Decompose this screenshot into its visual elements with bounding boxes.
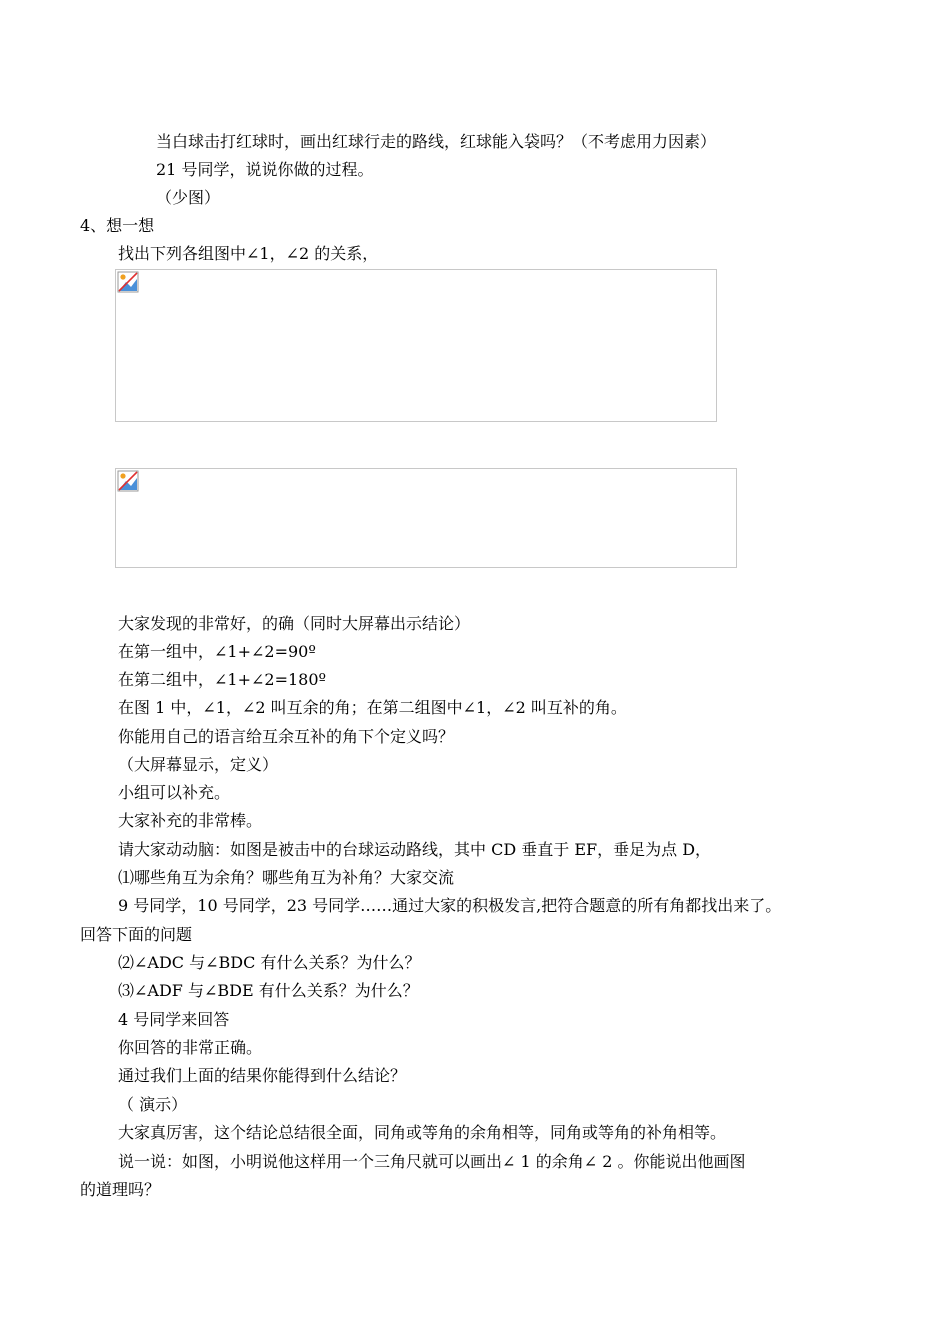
paragraph-conclusion: 大家真厉害，这个结论总结很全面，同角或等角的余角相等，同角或等角的补角相等。 bbox=[118, 1123, 727, 1142]
paragraph-complement-supplement: 在图 1 中，∠1，∠2 叫互余的角；在第二组图中∠1，∠2 叫互补的角。 bbox=[118, 698, 627, 717]
paragraph-say-it-continued: 的道理吗？ bbox=[80, 1180, 161, 1199]
paragraph-group2-result: 在第二组中，∠1+∠2=180º bbox=[118, 670, 327, 689]
section-heading-think: 4、想一想 bbox=[80, 216, 155, 235]
paragraph-missing-figure: （少图） bbox=[156, 188, 221, 207]
paragraph-praise: 大家补充的非常棒。 bbox=[118, 811, 263, 830]
paragraph-student-4: 4 号同学来回答 bbox=[118, 1010, 230, 1029]
paragraph-correct: 你回答的非常正确。 bbox=[118, 1038, 263, 1057]
question-1: ⑴哪些角互为余角？哪些角互为补角？大家交流 bbox=[118, 868, 455, 887]
paragraph-student-21: 21 号同学，说说你做的过程。 bbox=[156, 160, 374, 179]
paragraph-billiard-path: 请大家动动脑：如图是被击中的台球运动路线，其中 CD 垂直于 EF，垂足为点 D， bbox=[118, 840, 712, 859]
question-2: ⑵∠ADC 与∠BDC 有什么关系？为什么？ bbox=[118, 953, 421, 972]
paragraph-find-relation: 找出下列各组图中∠1，∠2 的关系， bbox=[118, 244, 379, 263]
question-3: ⑶∠ADF 与∠BDE 有什么关系？为什么？ bbox=[118, 981, 419, 1000]
paragraph-answer-following: 回答下面的问题 bbox=[80, 925, 193, 944]
figure-group-1 bbox=[115, 269, 717, 422]
paragraph-define-question: 你能用自己的语言给互余互补的角下个定义吗？ bbox=[118, 727, 455, 746]
paragraph-say-it: 说一说：如图，小明说他这样用一个三角尺就可以画出∠ 1 的余角∠ 2 。你能说出他画图 bbox=[118, 1152, 746, 1171]
paragraph-group-supplement: 小组可以补充。 bbox=[118, 783, 231, 802]
paragraph-group1-result: 在第一组中，∠1+∠2=90º bbox=[118, 642, 316, 661]
figure-group-2 bbox=[115, 468, 737, 568]
broken-image-icon bbox=[117, 470, 139, 492]
paragraph-billiard-question: 当白球击打红球时，画出红球行走的路线，红球能入袋吗？（不考虑用力因素） bbox=[156, 132, 717, 151]
paragraph-students-answers: 9 号同学，10 号同学，23 号同学……通过大家的积极发言,把符合题意的所有角都找出来了。 bbox=[118, 896, 782, 915]
paragraph-discovery: 大家发现的非常好，的确（同时大屏幕出示结论） bbox=[118, 614, 471, 633]
paragraph-conclusion-question: 通过我们上面的结果你能得到什么结论？ bbox=[118, 1066, 407, 1085]
paragraph-demo: （ 演示） bbox=[118, 1095, 188, 1114]
paragraph-screen-definition: （大屏幕显示，定义） bbox=[118, 755, 279, 774]
broken-image-icon bbox=[117, 271, 139, 293]
